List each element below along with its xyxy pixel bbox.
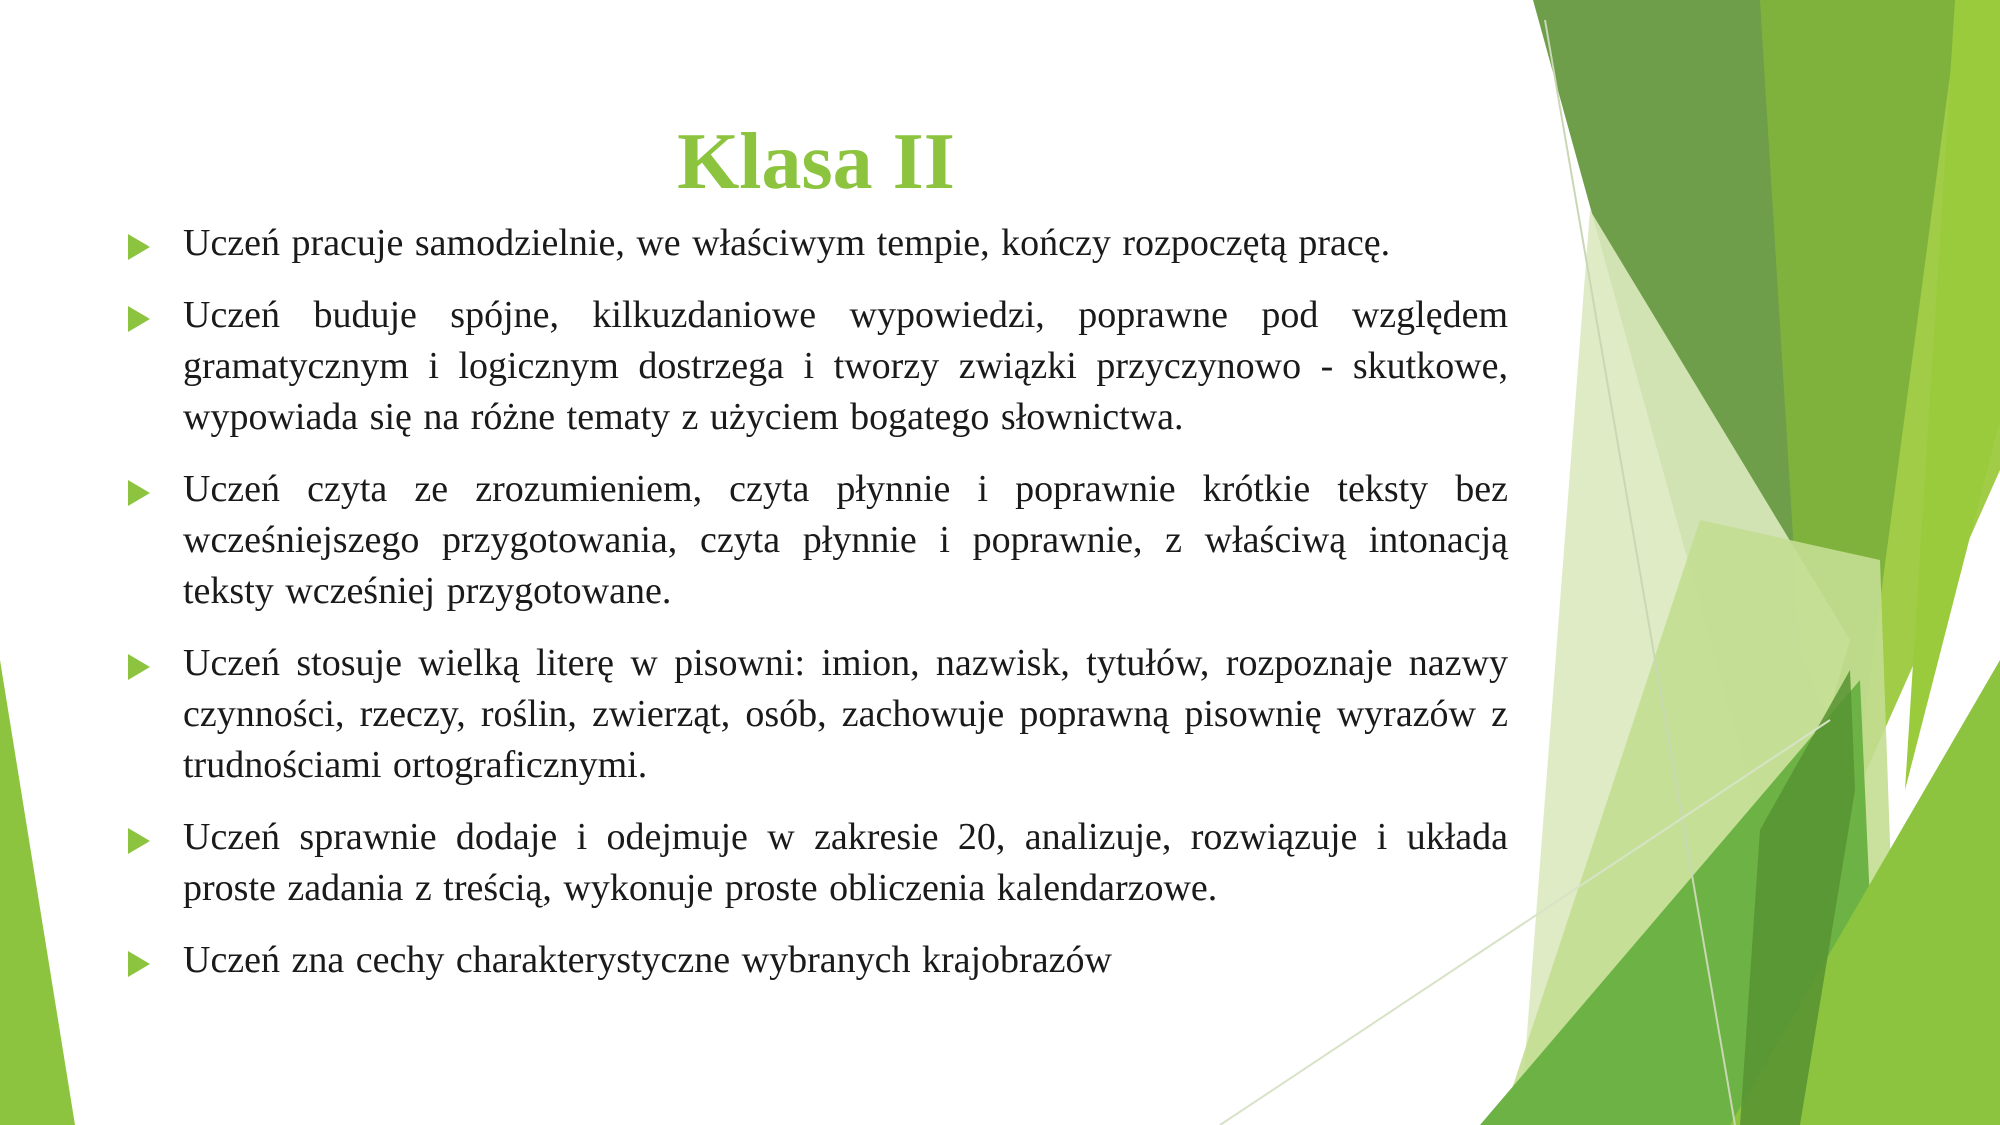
triangle-bullet-icon [128,654,150,680]
left-green-sliver [0,660,75,1125]
bullet-item [183,464,1508,617]
bullet-text: Uczeń stosuje wielką literę w pisowni: imion, nazwisk, tytułów, rozpoznaje nazwy czynności, rzeczy, roślin, zwierząt, osób, zachowuje poprawną pisownię wyrazów z trudnościami ortograficznymi. [183,642,1508,786]
bullet-item [183,218,1508,269]
bullet-text: Uczeń zna cechy charakterystyczne wybranych krajobrazów [183,939,1112,981]
bullet-item [183,638,1508,791]
triangle-bullet-icon [128,306,150,332]
triangle-bullet-icon [128,828,150,854]
bullet-item [183,290,1508,443]
triangle-bullet-icon [128,951,150,977]
bullet-text: Uczeń czyta ze zrozumieniem, czyta płynnie i poprawnie krótkie teksty bez wcześniejszego przygotowania, czyta płynnie i poprawnie, z właściwą intonacją teksty wcześniej przygotowane. [183,468,1508,612]
bullet-item [183,812,1508,914]
slide-title: Klasa II [677,118,955,206]
bullet-text: Uczeń pracuje samodzielnie, we właściwym tempie, kończy rozpoczętą pracę. [183,222,1391,264]
bullet-list [183,218,1508,1007]
triangle-bullet-icon [128,480,150,506]
bullet-item [183,935,1508,986]
triangle-bullet-icon [128,234,150,260]
bullet-text: Uczeń buduje spójne, kilkuzdaniowe wypowiedzi, poprawne pod względem gramatycznym i logicznym dostrzega i tworzy związki przyczynowo - skutkowe, wypowiada się na różne tematy z użyciem bogatego słownictwa. [183,294,1508,438]
bullet-text: Uczeń sprawnie dodaje i odejmuje w zakresie 20, analizuje, rozwiązuje i układa proste zadania z treścią, wykonuje proste obliczenia kalendarzowe. [183,816,1508,909]
